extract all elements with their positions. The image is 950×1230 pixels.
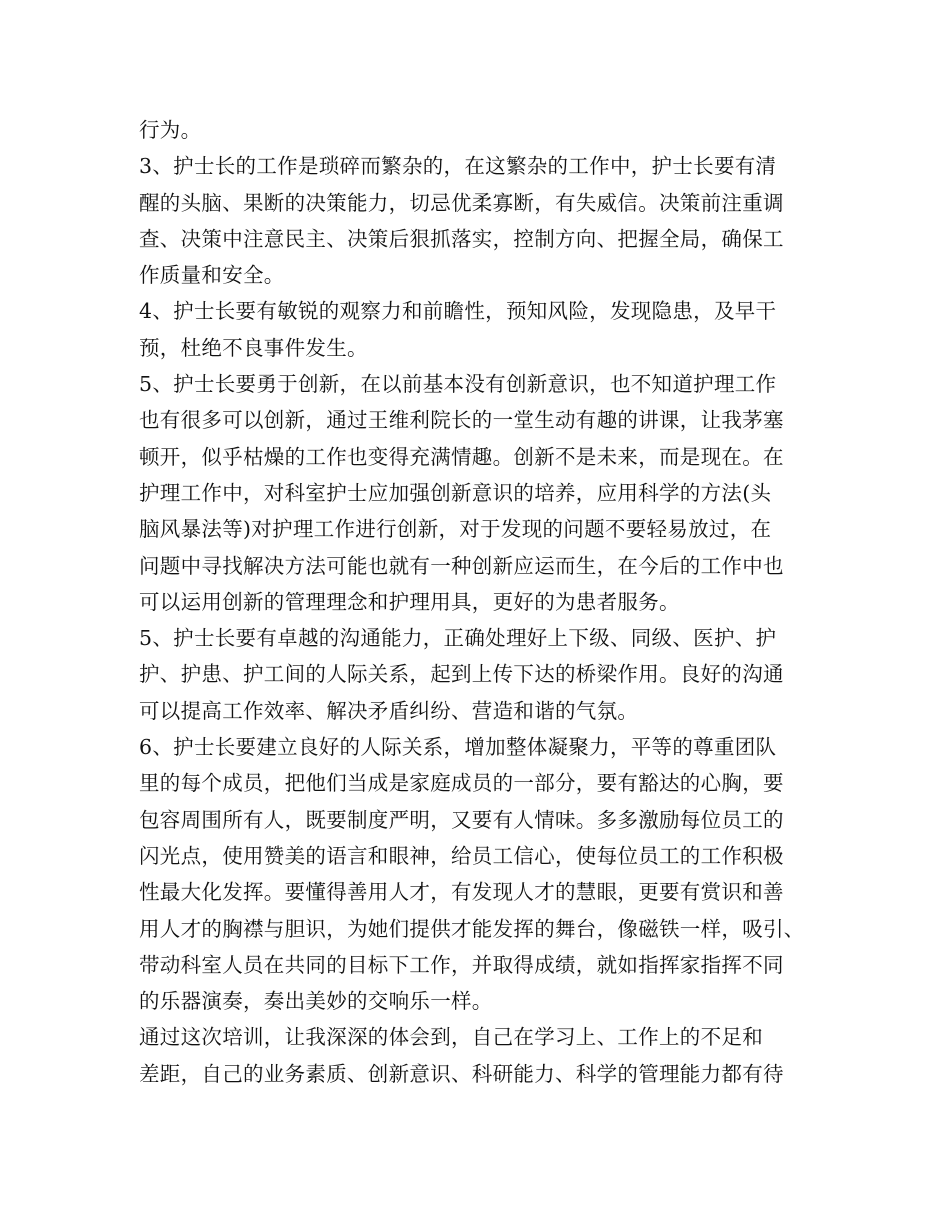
text-line: 查、决策中注意民主、决策后狠抓落实，控制方向、把握全局，确保工	[139, 226, 784, 251]
text-line: 用人才的胸襟与胆识，为她们提供才能发挥的舞台，像磁铁一样，吸引、	[139, 916, 805, 941]
text-line: 护理工作中，对科室护士应加强创新意识的培养，应用科学的方法(头	[139, 480, 772, 505]
text-line: 3、护士长的工作是琐碎而繁杂的，在这繁杂的工作中，护士长要有清	[139, 154, 777, 179]
text-line: 醒的头脑、果断的决策能力，切忌优柔寡断，有失威信。决策前注重调	[139, 190, 784, 215]
text-line: 可以提高工作效率、解决矛盾纠纷、营造和谐的气氛。	[139, 698, 639, 723]
text-line: 脑风暴法等)对护理工作进行创新，对于发现的问题不要轻易放过，在	[139, 517, 772, 542]
text-line: 顿开，似乎枯燥的工作也变得充满情趣。创新不是未来，而是现在。在	[139, 444, 784, 469]
text-line: 5、护士长要勇于创新，在以前基本没有创新意识，也不知道护理工作	[139, 372, 777, 397]
text-line: 作质量和安全。	[139, 263, 285, 288]
text-line: 包容周围所有人，既要制度严明，又要有人情味。多多激励每位员工的	[139, 807, 784, 832]
text-line: 差距，自己的业务素质、创新意识、科研能力、科学的管理能力都有待	[139, 1061, 784, 1086]
text-line: 预，杜绝不良事件发生。	[139, 335, 368, 360]
text-line: 的乐器演奏，奏出美妙的交响乐一样。	[139, 989, 493, 1014]
text-line: 行为。	[139, 118, 202, 142]
text-line: 通过这次培训，让我深深的体会到，自己在学习上、工作上的不足和	[139, 1025, 763, 1050]
text-line: 4、护士长要有敏锐的观察力和前瞻性，预知风险，发现隐患，及早干	[139, 299, 777, 324]
text-line: 闪光点，使用赞美的语言和眼神，给员工信心，使每位员工的工作积极	[139, 843, 784, 868]
text-line: 性最大化发挥。要懂得善用人才，有发现人才的慧眼，更要有赏识和善	[139, 880, 784, 905]
text-line: 5、护士长要有卓越的沟通能力，正确处理好上下级、同级、医护、护	[139, 626, 777, 651]
text-line: 问题中寻找解决方法可能也就有一种创新应运而生，在今后的工作中也	[139, 553, 784, 578]
text-line: 护、护患、护工间的人际关系，起到上传下达的桥梁作用。良好的沟通	[139, 662, 784, 687]
body-text	[139, 112, 829, 1092]
text-line: 可以运用创新的管理理念和护理用具，更好的为患者服务。	[139, 589, 680, 614]
text-line: 6、护士长要建立良好的人际关系，增加整体凝聚力，平等的尊重团队	[139, 735, 777, 760]
text-line: 里的每个成员，把他们当成是家庭成员的一部分，要有豁达的心胸，要	[139, 771, 784, 796]
text-line: 也有很多可以创新，通过王维利院长的一堂生动有趣的讲课，让我茅塞	[139, 408, 784, 433]
text-line: 带动科室人员在共同的目标下工作，并取得成绩，就如指挥家指挥不同	[139, 952, 784, 977]
